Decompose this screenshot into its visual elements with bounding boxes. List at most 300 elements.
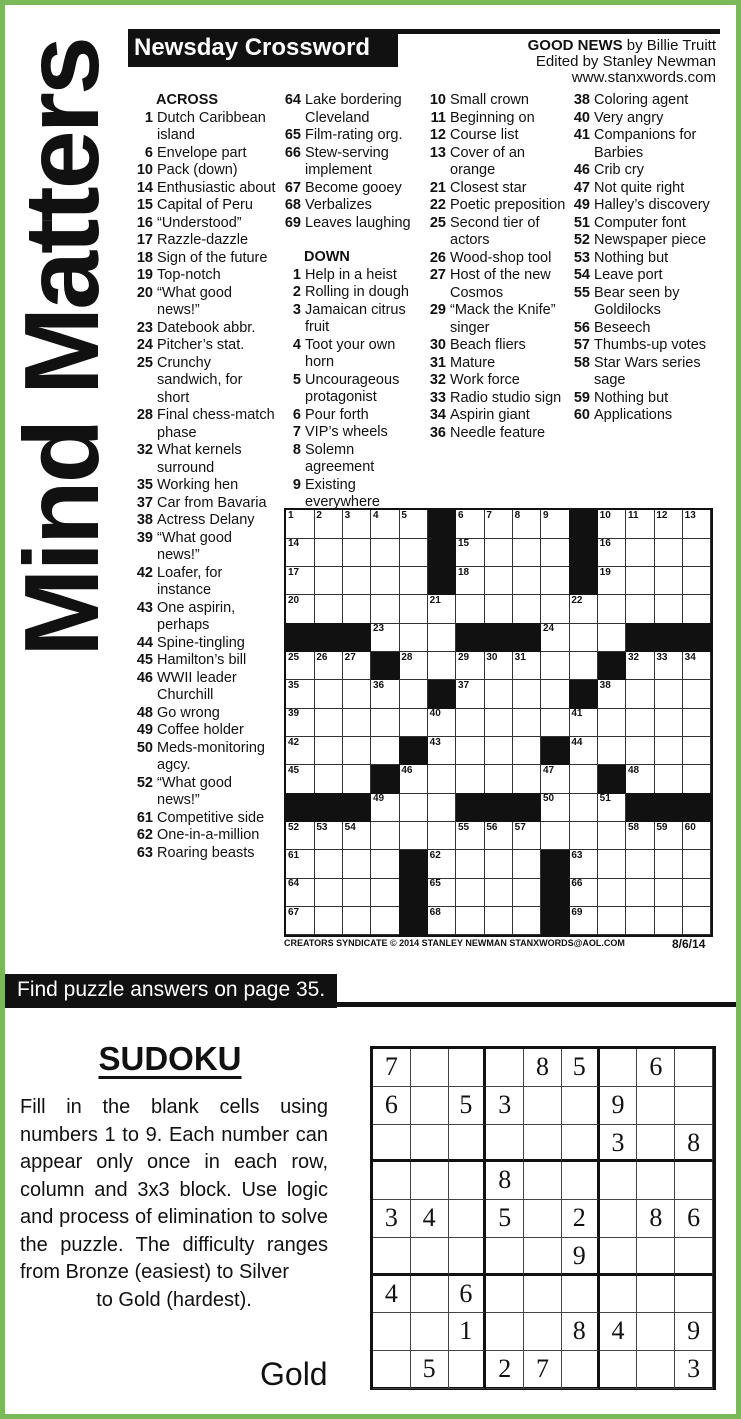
grid-cell[interactable]: [484, 878, 513, 907]
sudoku-cell[interactable]: [637, 1313, 675, 1351]
sudoku-cell[interactable]: [562, 1125, 600, 1163]
grid-cell[interactable]: [428, 737, 457, 766]
clue-text: Work force: [450, 372, 520, 388]
grid-cell[interactable]: [343, 878, 372, 907]
clue-number: 15: [136, 197, 153, 213]
grid-cell[interactable]: [484, 595, 513, 624]
black-square: [541, 737, 570, 766]
clue-text: Leave port: [594, 267, 663, 283]
grid-cell[interactable]: [371, 737, 400, 766]
grid-cell[interactable]: [371, 623, 400, 652]
grid-cell[interactable]: [428, 793, 457, 822]
grid-cell[interactable]: [513, 595, 542, 624]
grid-cell[interactable]: [654, 822, 683, 851]
cell-number: 62: [429, 850, 441, 861]
sudoku-cell[interactable]: [486, 1313, 524, 1351]
grid-cell[interactable]: [314, 765, 343, 794]
sudoku-cell[interactable]: [524, 1313, 562, 1351]
grid-cell[interactable]: [654, 708, 683, 737]
grid-cell[interactable]: [626, 850, 655, 879]
grid-cell[interactable]: [683, 538, 712, 567]
grid-cell[interactable]: [286, 680, 315, 709]
grid-cell[interactable]: [626, 595, 655, 624]
grid-cell[interactable]: [598, 850, 627, 879]
sudoku-cell[interactable]: [637, 1162, 675, 1200]
sudoku-cell[interactable]: [373, 1313, 411, 1351]
sudoku-cell[interactable]: [524, 1087, 562, 1125]
grid-cell[interactable]: [683, 652, 712, 681]
clue-text: “Understood”: [157, 214, 242, 231]
cell-number: 28: [401, 651, 413, 663]
grid-cell[interactable]: [541, 623, 570, 652]
grid-cell[interactable]: [484, 567, 513, 596]
clue-item: [132, 530, 278, 565]
grid-cell[interactable]: [428, 708, 457, 737]
grid-cell[interactable]: [541, 708, 570, 737]
grid-cell[interactable]: [654, 595, 683, 624]
sudoku-cell[interactable]: [637, 1276, 675, 1314]
grid-cell[interactable]: [343, 907, 372, 936]
grid-cell[interactable]: [343, 850, 372, 879]
grid-cell[interactable]: [654, 652, 683, 681]
grid-cell[interactable]: [371, 510, 400, 539]
sudoku-cell[interactable]: [600, 1200, 638, 1238]
grid-cell[interactable]: [654, 850, 683, 879]
grid-cell[interactable]: [626, 907, 655, 936]
clue-number: 54: [573, 267, 590, 283]
grid-cell[interactable]: [428, 595, 457, 624]
grid-cell[interactable]: [286, 708, 315, 737]
cell-number: 12: [656, 510, 668, 521]
grid-cell[interactable]: [484, 680, 513, 709]
grid-cell[interactable]: [683, 737, 712, 766]
cell-number: 35: [288, 680, 300, 691]
sudoku-cell[interactable]: [373, 1238, 411, 1276]
grid-cell[interactable]: [314, 822, 343, 851]
grid-cell[interactable]: [371, 878, 400, 907]
grid-cell[interactable]: [683, 595, 712, 624]
clue-item: [428, 127, 572, 145]
clue-text: Not quite right: [594, 179, 685, 196]
sudoku-cell[interactable]: [524, 1125, 562, 1163]
grid-cell[interactable]: [343, 737, 372, 766]
grid-cell[interactable]: [456, 680, 485, 709]
grid-cell[interactable]: [371, 822, 400, 851]
grid-cell[interactable]: [541, 538, 570, 567]
grid-cell[interactable]: [598, 567, 627, 596]
grid-cell[interactable]: [683, 510, 712, 539]
grid-cell[interactable]: [569, 708, 598, 737]
black-square: [654, 623, 683, 652]
clue-text: Existing everywhere: [305, 476, 380, 510]
cell-number: 64: [288, 878, 300, 890]
clue-number: 66: [284, 144, 301, 161]
grid-cell[interactable]: [598, 822, 627, 851]
grid-cell[interactable]: [654, 538, 683, 567]
grid-cell[interactable]: [683, 765, 712, 794]
sudoku-cell[interactable]: [449, 1351, 487, 1389]
grid-cell[interactable]: [513, 680, 542, 709]
grid-cell[interactable]: [399, 793, 428, 822]
sudoku-cell[interactable]: [562, 1276, 600, 1314]
clue-number: 28: [136, 407, 153, 423]
grid-cell[interactable]: [683, 850, 712, 879]
clue-item: [132, 635, 278, 653]
grid-cell[interactable]: [314, 907, 343, 936]
sudoku-cell[interactable]: [675, 1087, 713, 1125]
sudoku-cell[interactable]: [600, 1276, 638, 1314]
grid-cell[interactable]: [541, 595, 570, 624]
black-square: [371, 652, 400, 681]
grid-cell[interactable]: [598, 623, 627, 652]
grid-cell[interactable]: [371, 793, 400, 822]
sudoku-cell[interactable]: [411, 1238, 449, 1276]
sudoku-cell[interactable]: [600, 1162, 638, 1200]
grid-cell[interactable]: [598, 737, 627, 766]
clue-item: [132, 722, 278, 740]
sudoku-cell[interactable]: [411, 1125, 449, 1163]
grid-cell[interactable]: [456, 850, 485, 879]
grid-cell[interactable]: [541, 680, 570, 709]
grid-cell[interactable]: [569, 850, 598, 879]
grid-cell[interactable]: [286, 850, 315, 879]
grid-cell[interactable]: [626, 538, 655, 567]
cell-number: 2: [316, 510, 322, 521]
grid-cell[interactable]: [569, 652, 598, 681]
grid-cell[interactable]: [541, 510, 570, 539]
grid-cell[interactable]: [626, 567, 655, 596]
grid-cell[interactable]: [286, 510, 315, 539]
clue-number: 63: [136, 844, 153, 861]
cell-number: 24: [543, 623, 555, 635]
clue-text: Envelope part: [157, 144, 247, 161]
grid-cell[interactable]: [399, 652, 428, 681]
grid-cell[interactable]: [626, 765, 655, 794]
grid-cell[interactable]: [683, 907, 712, 936]
grid-cell[interactable]: [598, 510, 627, 539]
grid-cell[interactable]: [456, 737, 485, 766]
cell-number: 23: [373, 623, 385, 635]
grid-cell[interactable]: [598, 878, 627, 907]
grid-cell[interactable]: [598, 595, 627, 624]
grid-cell[interactable]: [626, 510, 655, 539]
clue-text: Computer font: [594, 214, 686, 231]
grid-cell[interactable]: [683, 878, 712, 907]
grid-cell[interactable]: [484, 765, 513, 794]
grid-cell[interactable]: [484, 850, 513, 879]
sudoku-cell[interactable]: [675, 1049, 713, 1087]
grid-cell[interactable]: [484, 510, 513, 539]
sudoku-cell[interactable]: [449, 1200, 487, 1238]
sudoku-cell[interactable]: [411, 1049, 449, 1087]
grid-cell[interactable]: [683, 708, 712, 737]
grid-cell[interactable]: [569, 878, 598, 907]
sudoku-cell[interactable]: [411, 1276, 449, 1314]
grid-cell[interactable]: [428, 850, 457, 879]
grid-cell[interactable]: [456, 652, 485, 681]
sudoku-cell[interactable]: [562, 1351, 600, 1389]
clue-text: Go wrong: [157, 704, 220, 721]
grid-cell[interactable]: [343, 708, 372, 737]
grid-cell[interactable]: [598, 538, 627, 567]
cell-number: 18: [458, 566, 470, 578]
grid-cell[interactable]: [286, 765, 315, 794]
grid-cell[interactable]: [371, 538, 400, 567]
grid-cell[interactable]: [598, 708, 627, 737]
grid-cell[interactable]: [428, 822, 457, 851]
grid-cell[interactable]: [626, 737, 655, 766]
clue-number: 1: [292, 266, 301, 283]
sudoku-cell[interactable]: [486, 1049, 524, 1087]
grid-cell[interactable]: [286, 822, 315, 851]
grid-cell[interactable]: [484, 907, 513, 936]
grid-cell[interactable]: [314, 538, 343, 567]
sudoku-cell[interactable]: [373, 1351, 411, 1389]
grid-cell[interactable]: [541, 765, 570, 794]
black-square: [569, 538, 598, 567]
sudoku-cell[interactable]: [600, 1238, 638, 1276]
grid-cell[interactable]: [569, 822, 598, 851]
clue-text: Needle feature: [450, 424, 546, 441]
grid-cell[interactable]: [343, 822, 372, 851]
sudoku-cell[interactable]: [411, 1313, 449, 1351]
grid-cell[interactable]: [541, 567, 570, 596]
grid-cell[interactable]: [513, 765, 542, 794]
grid-cell[interactable]: [371, 907, 400, 936]
grid-cell[interactable]: [343, 680, 372, 709]
grid-cell[interactable]: [456, 595, 485, 624]
cell-number: 60: [684, 821, 696, 833]
grid-cell[interactable]: [654, 878, 683, 907]
clue-number: 39: [136, 529, 153, 546]
grid-cell[interactable]: [343, 765, 372, 794]
grid-cell[interactable]: [314, 680, 343, 709]
grid-cell[interactable]: [484, 822, 513, 851]
grid-cell[interactable]: [456, 708, 485, 737]
black-square: [626, 793, 655, 822]
grid-cell[interactable]: [654, 737, 683, 766]
grid-cell[interactable]: [626, 822, 655, 851]
grid-cell[interactable]: [399, 765, 428, 794]
clue-text: Host of the new Cosmos: [450, 267, 551, 301]
clue-item: [280, 92, 426, 127]
grid-cell[interactable]: [456, 907, 485, 936]
sudoku-given: 2: [562, 1200, 600, 1238]
grid-cell[interactable]: [513, 567, 542, 596]
grid-cell[interactable]: [286, 595, 315, 624]
grid-cell[interactable]: [456, 765, 485, 794]
grid-cell[interactable]: [654, 765, 683, 794]
website[interactable]: www.stanxwords.com: [571, 69, 716, 86]
sudoku-cell[interactable]: [449, 1049, 487, 1087]
clue-text: Star Wars series sage: [594, 354, 701, 388]
grid-cell[interactable]: [456, 878, 485, 907]
grid-cell[interactable]: [683, 680, 712, 709]
grid-cell[interactable]: [286, 652, 315, 681]
grid-cell[interactable]: [343, 538, 372, 567]
sudoku-cell[interactable]: [449, 1238, 487, 1276]
cell-number: 48: [628, 765, 640, 776]
sudoku-cell[interactable]: [637, 1087, 675, 1125]
grid-cell[interactable]: [428, 907, 457, 936]
grid-cell[interactable]: [513, 538, 542, 567]
grid-cell[interactable]: [513, 822, 542, 851]
grid-cell[interactable]: [654, 680, 683, 709]
clue-number: 51: [573, 214, 590, 231]
sudoku-cell[interactable]: [675, 1162, 713, 1200]
grid-cell[interactable]: [626, 708, 655, 737]
grid-cell[interactable]: [569, 793, 598, 822]
sudoku-cell[interactable]: [600, 1351, 638, 1389]
grid-cell[interactable]: [513, 850, 542, 879]
grid-cell[interactable]: [314, 878, 343, 907]
grid-cell[interactable]: [484, 708, 513, 737]
grid-cell[interactable]: [286, 907, 315, 936]
grid-cell[interactable]: [598, 907, 627, 936]
cell-number: 20: [288, 595, 300, 606]
clue-item: [280, 337, 426, 372]
grid-cell[interactable]: [399, 595, 428, 624]
grid-cell[interactable]: [286, 567, 315, 596]
grid-cell[interactable]: [399, 680, 428, 709]
cell-number: 16: [599, 538, 611, 550]
grid-cell[interactable]: [286, 878, 315, 907]
sudoku-cell[interactable]: [373, 1125, 411, 1163]
grid-cell[interactable]: [484, 652, 513, 681]
sudoku-cell[interactable]: [600, 1049, 638, 1087]
grid-cell[interactable]: [569, 595, 598, 624]
grid-cell[interactable]: [513, 878, 542, 907]
grid-cell[interactable]: [314, 652, 343, 681]
sudoku-cell[interactable]: [486, 1125, 524, 1163]
clue-item: [280, 407, 426, 425]
grid-cell[interactable]: [399, 623, 428, 652]
clue-number: 43: [136, 599, 153, 616]
sudoku-cell[interactable]: [486, 1276, 524, 1314]
grid-cell[interactable]: [626, 680, 655, 709]
grid-cell[interactable]: [428, 765, 457, 794]
clue-item: [132, 407, 278, 442]
grid-cell[interactable]: [343, 652, 372, 681]
sudoku-cell[interactable]: [524, 1200, 562, 1238]
grid-cell[interactable]: [654, 510, 683, 539]
grid-cell[interactable]: [428, 623, 457, 652]
clue-text: Lake bordering Cleveland: [305, 92, 402, 126]
grid-cell[interactable]: [371, 567, 400, 596]
grid-cell[interactable]: [513, 510, 542, 539]
sudoku-cell[interactable]: [675, 1276, 713, 1314]
grid-cell[interactable]: [541, 793, 570, 822]
grid-cell[interactable]: [456, 567, 485, 596]
grid-cell[interactable]: [683, 567, 712, 596]
grid-cell[interactable]: [484, 538, 513, 567]
grid-cell[interactable]: [314, 567, 343, 596]
clue-number: 57: [573, 337, 590, 353]
grid-cell[interactable]: [513, 907, 542, 936]
grid-cell[interactable]: [513, 708, 542, 737]
sudoku-cell[interactable]: [524, 1238, 562, 1276]
grid-cell[interactable]: [683, 822, 712, 851]
grid-cell[interactable]: [399, 708, 428, 737]
sudoku-cell[interactable]: [449, 1162, 487, 1200]
grid-cell[interactable]: [654, 567, 683, 596]
grid-cell[interactable]: [598, 793, 627, 822]
grid-cell[interactable]: [314, 708, 343, 737]
grid-cell[interactable]: [569, 907, 598, 936]
grid-cell[interactable]: [484, 737, 513, 766]
grid-cell[interactable]: [286, 737, 315, 766]
clue-number: 9: [292, 476, 301, 493]
grid-cell[interactable]: [314, 850, 343, 879]
sudoku-given: 1: [449, 1313, 487, 1351]
grid-cell[interactable]: [513, 737, 542, 766]
sudoku-cell[interactable]: [411, 1087, 449, 1125]
sudoku-cell[interactable]: [637, 1351, 675, 1389]
grid-cell[interactable]: [371, 850, 400, 879]
sudoku-cell[interactable]: [449, 1125, 487, 1163]
cell-number: 52: [288, 821, 300, 833]
grid-cell[interactable]: [314, 510, 343, 539]
sudoku-cell[interactable]: [486, 1238, 524, 1276]
clue-item: [132, 320, 278, 338]
grid-cell[interactable]: [343, 510, 372, 539]
sudoku-cell[interactable]: [373, 1162, 411, 1200]
sudoku-cell[interactable]: [562, 1162, 600, 1200]
grid-cell[interactable]: [513, 652, 542, 681]
grid-cell[interactable]: [541, 652, 570, 681]
sudoku-cell[interactable]: [562, 1087, 600, 1125]
black-square: [428, 680, 457, 709]
grid-cell[interactable]: [626, 878, 655, 907]
sudoku-cell[interactable]: [637, 1238, 675, 1276]
grid-cell[interactable]: [343, 567, 372, 596]
grid-cell[interactable]: [456, 822, 485, 851]
grid-cell[interactable]: [399, 822, 428, 851]
sudoku-cell[interactable]: [411, 1162, 449, 1200]
clue-item: [572, 127, 718, 162]
grid-cell[interactable]: [399, 567, 428, 596]
cell-number: 59: [656, 821, 668, 833]
grid-cell[interactable]: [541, 822, 570, 851]
grid-cell[interactable]: [569, 765, 598, 794]
grid-cell[interactable]: [428, 652, 457, 681]
grid-cell[interactable]: [314, 595, 343, 624]
grid-cell[interactable]: [399, 510, 428, 539]
grid-cell[interactable]: [286, 538, 315, 567]
grid-cell[interactable]: [598, 680, 627, 709]
grid-cell[interactable]: [456, 538, 485, 567]
sudoku-cell[interactable]: [637, 1125, 675, 1163]
grid-cell[interactable]: [399, 538, 428, 567]
grid-cell[interactable]: [371, 680, 400, 709]
grid-cell[interactable]: [569, 623, 598, 652]
grid-cell[interactable]: [371, 595, 400, 624]
grid-cell[interactable]: [626, 652, 655, 681]
grid-cell[interactable]: [428, 878, 457, 907]
clue-text: “Mack the Knife” singer: [450, 302, 556, 336]
grid-cell[interactable]: [654, 907, 683, 936]
clue-text: Pitcher’s stat.: [157, 337, 245, 353]
clue-number: 40: [573, 109, 590, 126]
sudoku-cell[interactable]: [524, 1276, 562, 1314]
grid-cell[interactable]: [371, 708, 400, 737]
grid-cell[interactable]: [456, 510, 485, 539]
grid-cell[interactable]: [314, 737, 343, 766]
sudoku-cell[interactable]: [675, 1238, 713, 1276]
grid-cell[interactable]: [343, 595, 372, 624]
sudoku-cell[interactable]: [524, 1162, 562, 1200]
grid-cell[interactable]: [569, 737, 598, 766]
